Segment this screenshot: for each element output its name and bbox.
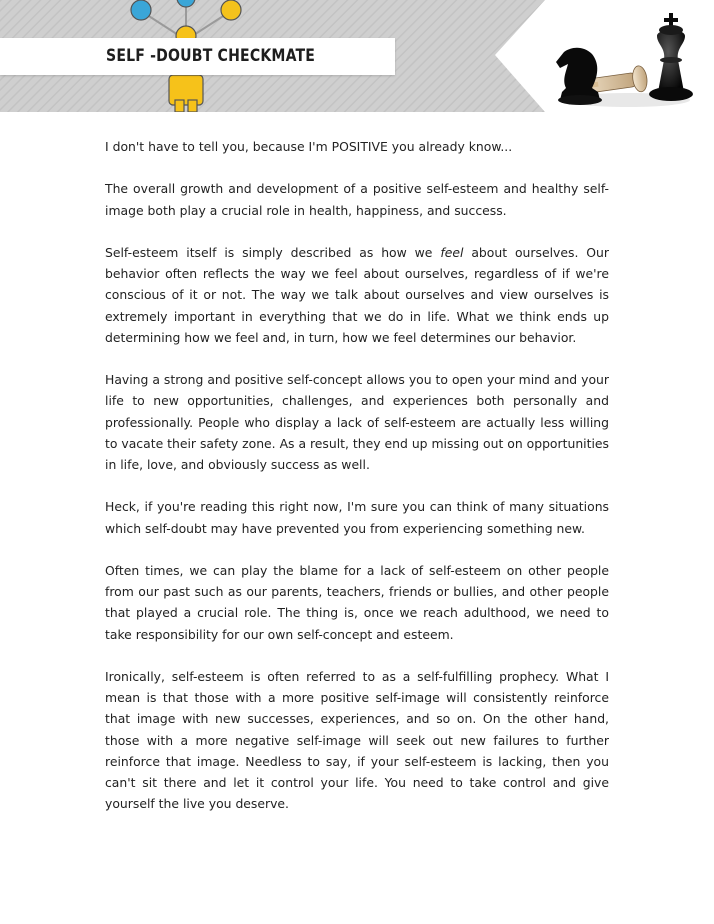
page-title: SELF -DOUBT CHECKMATE [106,46,316,66]
paragraph-3-start: Self-esteem itself is simply described as how we [105,244,441,260]
paragraph-2: The overall growth and development of a positive self-esteem and healthy self-image both play a crucial role in health, happiness, and success. [105,181,609,218]
paragraph-1: I don't have to tell you, because I'm POSITIVE you already know... [105,139,513,154]
paragraph-4: Having a strong and positive self-concept allows you to open your mind and your life to new opportunities, challenges, and experiences both personally and professionally. People who display a lack of self-esteem are actually less willing to vacate their safety zone. As a result, they end up missing out on opportunities in life, love, and obviously success as well. [105,372,609,472]
emphasis-feel: feel [440,244,464,260]
paragraph-6: Often times, we can play the blame for a lack of self-esteem on other people from our past such as our parents, teachers, friends or bullies, and other people that played a crucial role. The thing is, once we reach adulthood, we need to take responsibility for our own self-concept and esteem. [105,562,609,642]
page-header [0,0,714,112]
chess-pieces-icon [556,13,693,107]
paragraph-7: Ironically, self-esteem is often referred to as a self-fulfilling prophecy. What I mean is that those with a more positive self-image will consistently reinforce that image with new successes, experiences, and so on. On the other hand, those with a more negative self-image will seek out new failures to further reinforce that image. Needless to say, if your self-esteem is lacking, then you can't sit there and let it control your life. You need to take control and give yourself the live you deserve. [105,668,609,812]
paragraph-3-end: about ourselves. Our behavior often reflects the way we feel about ourselves, regardless of if we're conscious of it or not. The way we talk about ourselves and view ourselves is extremely important in everything that we do in life. What we think ends up determining how we feel and, in turn, how we feel determines our behavior. [105,244,609,345]
article-body [105,136,609,836]
paragraph-5: Heck, if you're reading this right now, I'm sure you can think of many situations which self-doubt may have prevented you from experiencing something new. [105,499,609,536]
paragraph-3 [105,242,609,348]
